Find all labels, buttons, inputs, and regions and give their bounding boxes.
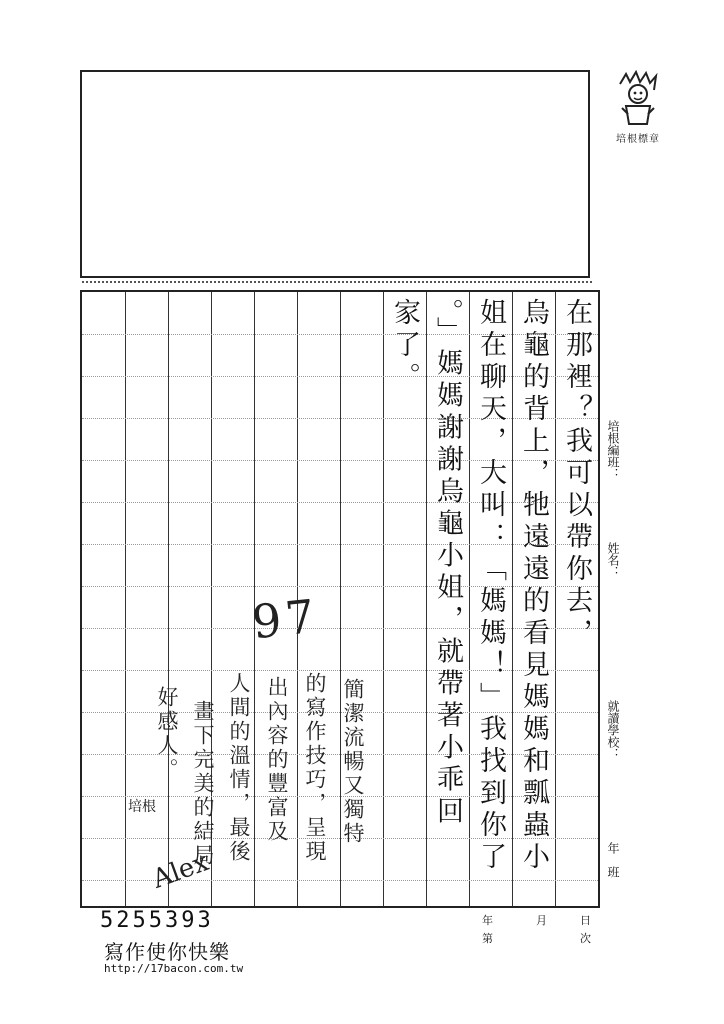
comment-line-2: 的寫作技巧，呈現: [303, 672, 327, 864]
date-di-label: 第: [482, 932, 493, 945]
stamp-label: 培根標章: [616, 134, 660, 145]
essay-column-5: 家了。: [389, 298, 420, 394]
date-ci-label: 次: [580, 932, 591, 945]
date-day-label: 日: [580, 914, 591, 927]
dotted-divider: [82, 281, 592, 283]
peigen-stamp: [606, 70, 670, 150]
peigen-mark: 培根: [128, 799, 156, 815]
essay-column-4: 。」媽媽謝謝烏龜小姐，就帶著小乖回: [432, 298, 463, 829]
score-mark: 97: [249, 588, 322, 650]
class-label: 培根編班：: [606, 420, 620, 480]
footer-phone-number: 5255393: [100, 908, 214, 933]
comment-line-1: 簡潔流暢又獨特: [341, 678, 365, 846]
comment-line-4: 人間的溫情，最後: [227, 672, 251, 864]
grid-column-line: [168, 292, 169, 906]
school-label: 就讀學校：: [606, 700, 620, 760]
comment-line-3: 出內容的豐富及: [265, 676, 289, 844]
comment-line-5: 畫下完美的結局: [191, 700, 215, 868]
date-month-label: 月: [536, 914, 547, 927]
grade-label: 年 班: [606, 842, 620, 878]
name-label: 姓名：: [606, 542, 620, 578]
comment-line-6: 好感人。: [155, 686, 179, 782]
mascot-icon: [614, 70, 662, 128]
grid-column-line: [125, 292, 126, 906]
illustration-frame: [80, 70, 590, 278]
footer-url: http://17bacon.com.tw: [104, 962, 244, 975]
essay-column-3: 姐在聊天，大叫：「媽媽！」我找到你了: [475, 298, 506, 874]
essay-column-1: 在那裡？我可以帶你去，: [561, 298, 592, 650]
date-year-label: 年: [482, 914, 493, 927]
footer-slogan: 寫作使你快樂: [104, 940, 230, 964]
essay-column-2: 烏龜的背上，牠遠遠的看見媽媽和瓢蟲小: [518, 298, 549, 874]
teacher-signature: Alex: [148, 847, 213, 895]
